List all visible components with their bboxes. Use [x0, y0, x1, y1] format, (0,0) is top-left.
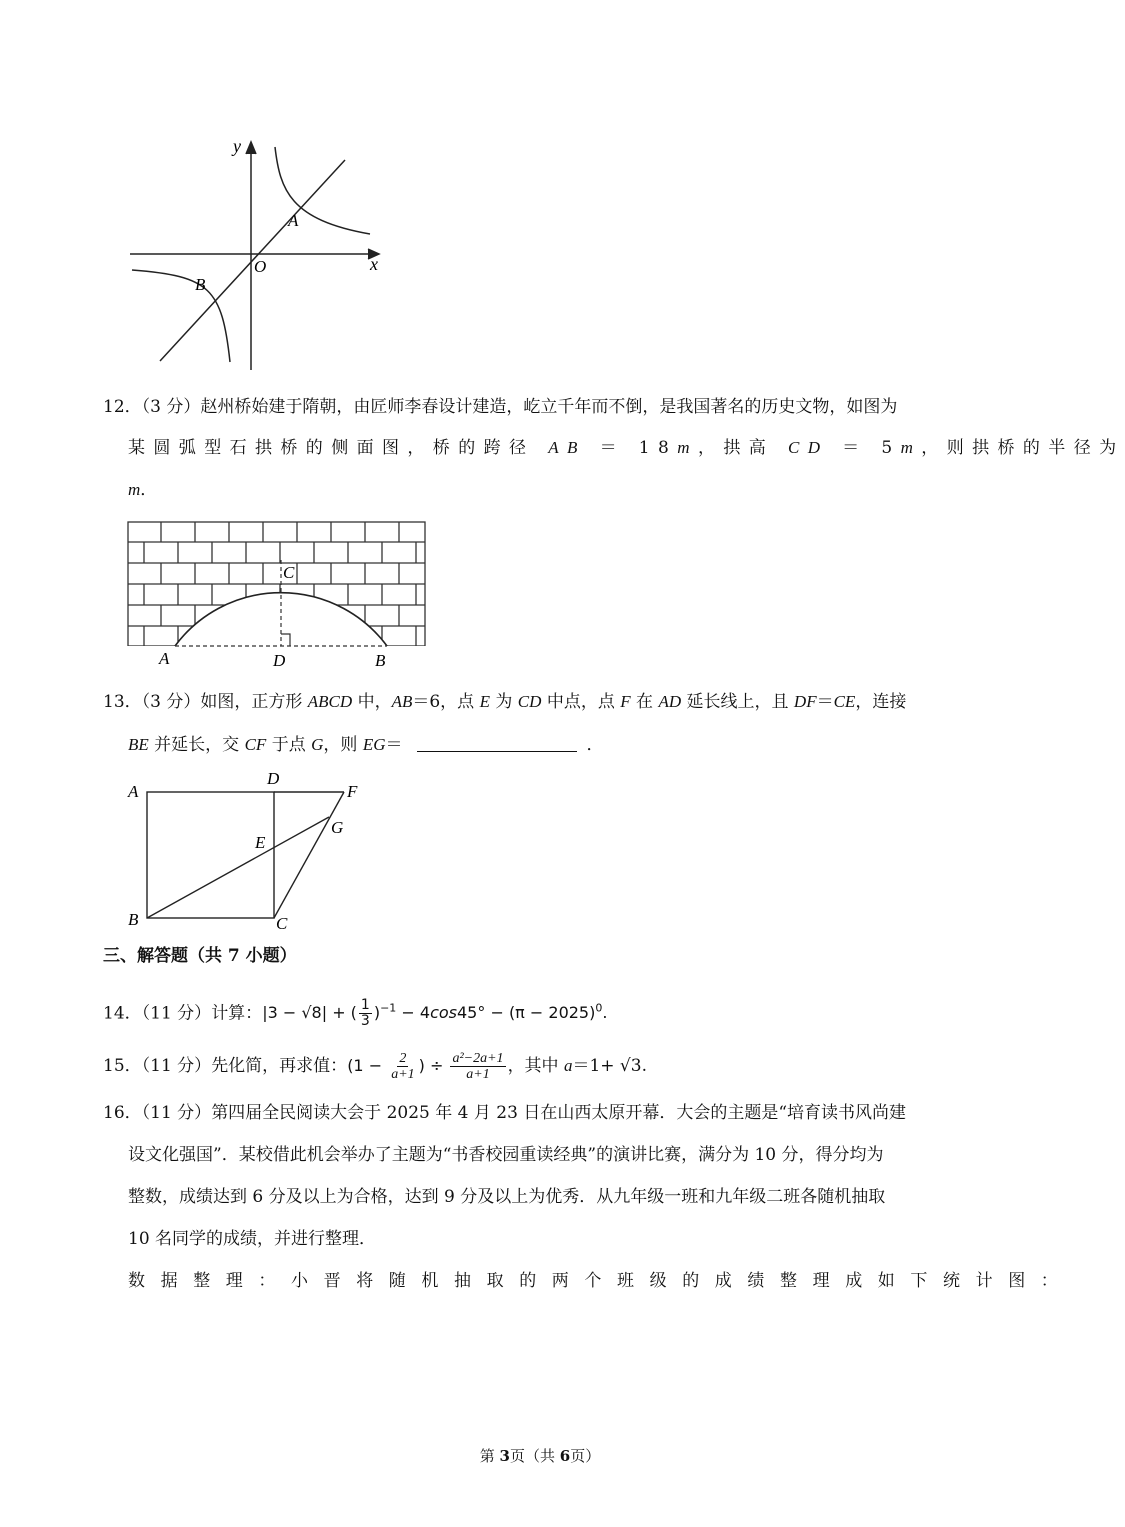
q14-number: 14． — [103, 1003, 142, 1024]
bridge-c-label: C — [283, 563, 295, 582]
q13-f: F — [620, 692, 631, 711]
q13-line1 — [103, 690, 906, 714]
square-figure — [120, 765, 370, 935]
q13-t5: 中点，点 — [541, 692, 621, 712]
q15-expr — [347, 1051, 507, 1082]
sq-e-label: E — [255, 833, 266, 852]
bridge-d-label: D — [273, 651, 286, 670]
q16-line4: 10 名同学的成绩，并进行整理． — [128, 1229, 377, 1249]
q12-eq1: ＝ 18 — [585, 438, 678, 458]
q12-ab: AB — [548, 438, 586, 457]
footer-pre: 第 — [479, 1447, 500, 1465]
q12-number: 12． — [103, 397, 142, 417]
hyperbola-line-figure — [120, 130, 390, 375]
q12-end: ． — [140, 480, 158, 500]
q14-cos: cos — [430, 1003, 457, 1023]
q14-exp1: −1 — [380, 1002, 397, 1015]
q12-text2b: ，则拱桥的半径为 — [921, 438, 1125, 458]
q13-ce: CE — [833, 692, 856, 711]
q16-line5: 数据整理：小晋将随机抽取的两个班级的成绩整理成如下统计图： — [128, 1271, 1074, 1291]
q13-t11: 于点 — [266, 735, 312, 755]
q15-p2: ) ÷ — [418, 1056, 449, 1075]
q15-p1: (1 − — [347, 1056, 388, 1075]
q14-label: 计算： — [211, 1003, 263, 1024]
section-3-title: 三、解答题（共 7 小题） — [103, 946, 297, 966]
sq-c-label: C — [276, 914, 288, 933]
q14-p2: ) — [373, 1003, 381, 1023]
q14-frac-den: 3 — [360, 1013, 370, 1030]
q14-score: （11 分） — [141, 1003, 212, 1024]
q13-t6: 在 — [630, 692, 659, 712]
origin-label: O — [254, 257, 267, 276]
answer-blank[interactable] — [417, 735, 577, 752]
q15-a: a — [563, 1056, 573, 1075]
q12-cd: CD — [787, 438, 829, 457]
q14-p4: 45° − (π − 2025) — [457, 1003, 596, 1023]
bridge-a-label: A — [159, 649, 170, 668]
q12-line3 — [128, 478, 157, 502]
sq-a-label: A — [128, 782, 139, 801]
q13-eg: EG — [362, 735, 386, 754]
page-footer — [0, 1445, 1080, 1466]
q13-ad: AD — [658, 692, 682, 711]
q13-cf: CF — [244, 735, 267, 754]
q15-f2-num: a²−2a+1 — [452, 1051, 504, 1066]
y-axis-label: y — [233, 136, 241, 156]
q15-fraction1 — [389, 1051, 416, 1082]
q16-line3: 整数，成绩达到 6 分及以上为合格，达到 9 分及以上为优秀．从九年级一班和九年级二班各随机抽取 — [128, 1187, 886, 1207]
q15 — [103, 1049, 647, 1083]
q13-line2 — [128, 733, 604, 757]
sq-d-label: D — [267, 769, 280, 788]
q12-text1: 赵州桥始建于隋朝，由匠师李春设计建造，屹立千年而不倒，是我国著名的历史文物，如图为 — [200, 397, 898, 417]
q13-number: 13． — [103, 692, 142, 712]
q13-end: ． — [586, 735, 604, 755]
footer-page-number: 3 — [499, 1447, 510, 1465]
q12-unit: m — [128, 480, 141, 499]
q12-score: （3 分） — [141, 397, 201, 417]
q13-t1: 如图，正方形 — [200, 692, 308, 712]
point-b-label: B — [195, 275, 206, 294]
q13-t8: ＝ — [816, 692, 834, 712]
q15-f1-num: 2 — [399, 1051, 407, 1066]
q14-fraction — [359, 998, 372, 1029]
bridge-b-label: B — [375, 651, 386, 670]
point-a-label: A — [288, 211, 299, 230]
q13-t13: ＝ — [385, 735, 403, 755]
footer-total-pages: 6 — [559, 1447, 571, 1465]
sq-g-label: G — [331, 818, 344, 837]
q15-label: 先化简，再求值： — [211, 1056, 348, 1076]
sq-b-label: B — [128, 910, 139, 929]
q13-t3: ＝6，点 — [412, 692, 480, 712]
q12-m1: m — [677, 438, 698, 457]
q13-abcd: ABCD — [307, 692, 353, 711]
q14-p3: − 4 — [396, 1003, 431, 1023]
q13-ab: AB — [391, 692, 413, 711]
q14-end: . — [602, 1003, 608, 1023]
q15-f2-den: a+1 — [466, 1067, 490, 1082]
q13-t12: ，则 — [323, 735, 363, 755]
q13-t4: 为 — [489, 692, 518, 712]
q12-line2 — [128, 436, 1125, 460]
q13-cd: CD — [517, 692, 542, 711]
q14-p1: |3 − √8| + ( — [262, 1003, 357, 1023]
q12-text2a: 某圆弧型石拱桥的侧面图，桥的跨径 — [128, 438, 535, 458]
q13-df: DF — [793, 692, 817, 711]
q12-eq2: ＝ 5 — [828, 438, 901, 458]
q15-number: 15． — [103, 1056, 142, 1076]
q15-fraction2 — [450, 1051, 505, 1082]
q13-t10: 并延长，交 — [148, 735, 245, 755]
q13-e: E — [479, 692, 490, 711]
q16-line2: 设文化强国”．某校借此机会举办了主题为“书香校园重读经典”的演讲比赛，满分为 10 分，得分均为 — [128, 1145, 884, 1165]
q15-score: （11 分） — [141, 1056, 212, 1076]
q16-text1: 第四届全民阅读大会于 2025 年 4 月 23 日在山西太原开幕．大会的主题是“培育读书风尚建 — [211, 1103, 907, 1123]
q15-p4: ＝1+ √3. — [572, 1056, 647, 1076]
footer-mid: 页（共 — [509, 1447, 560, 1465]
q12-comma1: ，拱高 — [697, 438, 775, 458]
q16-number: 16． — [103, 1103, 142, 1123]
q15-f1-den: a+1 — [391, 1067, 415, 1082]
q13-g: G — [311, 735, 324, 754]
q15-p3: ，其中 — [507, 1056, 564, 1076]
q16-score: （11 分） — [141, 1103, 212, 1123]
q14 — [103, 994, 607, 1029]
x-axis-label: x — [370, 254, 378, 274]
q13-t9: ，连接 — [855, 692, 907, 712]
q13-be: BE — [128, 735, 149, 754]
q13-t7: 延长线上，且 — [681, 692, 794, 712]
q12-line1 — [103, 395, 897, 419]
arch-bridge-figure — [125, 518, 430, 670]
q12-m2: m — [900, 438, 922, 457]
sq-f-label: F — [347, 782, 358, 801]
q14-exp2: 0 — [595, 1002, 603, 1015]
footer-post: 页） — [570, 1447, 601, 1465]
q13-score: （3 分） — [141, 692, 201, 712]
q16-line1 — [103, 1101, 906, 1125]
q14-frac-num: 1 — [360, 997, 370, 1014]
q13-t2: 中， — [352, 692, 392, 712]
q14-expr — [262, 997, 608, 1030]
